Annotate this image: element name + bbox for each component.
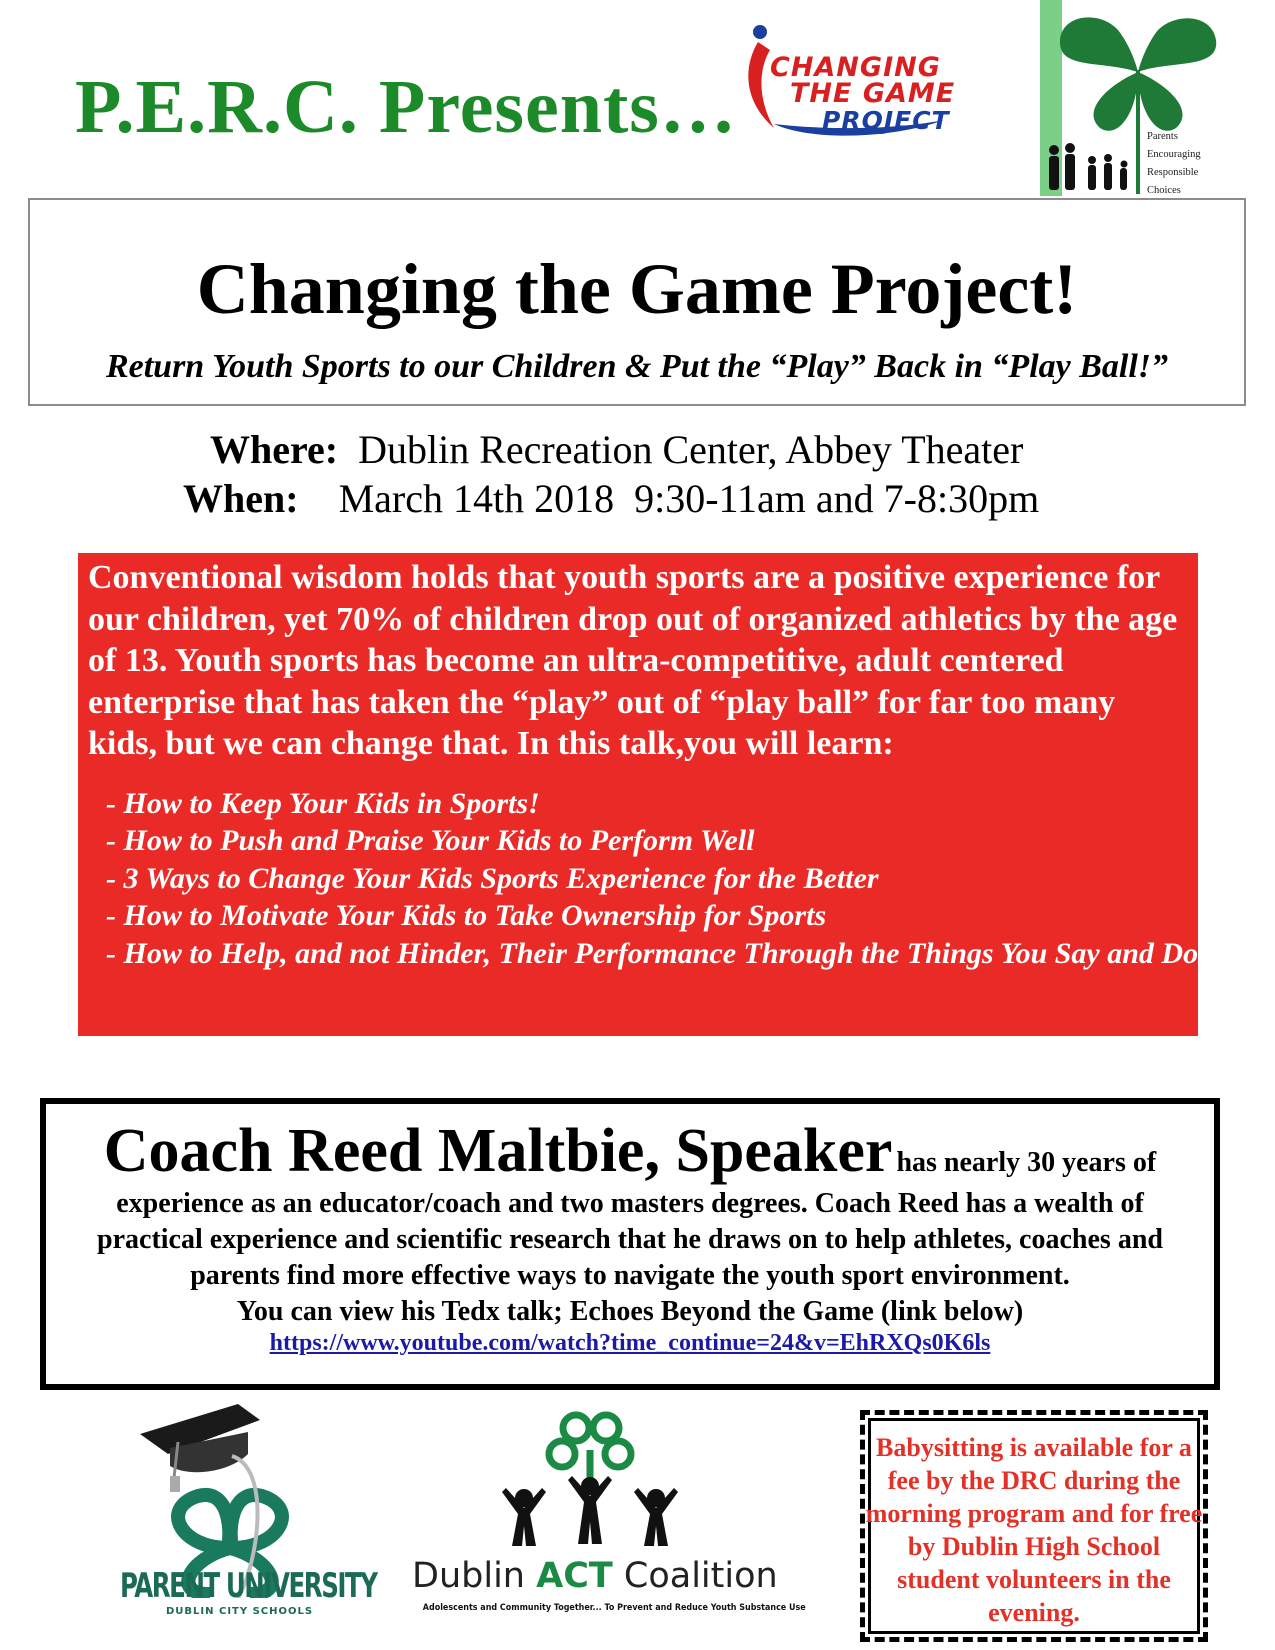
perc-word: Choices: [1147, 185, 1181, 196]
when-value: March 14th 2018 9:30-11am and 7-8:30pm: [338, 476, 1040, 521]
event-subtitle: Return Youth Sports to our Children & Put the “Play” Back in “Play Ball!”: [105, 348, 1169, 385]
parent-university-sub: DUBLIN CITY SCHOOLS: [166, 1606, 314, 1617]
speaker-box: [40, 1098, 1220, 1390]
speaker-lead: has nearly 30 years of: [896, 1147, 1157, 1178]
presents-heading: P.E.R.C. Presents…: [75, 65, 737, 149]
ctg-logo-line3: PROJECT: [822, 106, 950, 135]
perc-logo-words: [1147, 128, 1201, 200]
list-item: - How to Keep Your Kids in Sports!: [106, 786, 540, 820]
dublin-act-coalition-logo: [412, 1410, 806, 1640]
where-value: Dublin Recreation Center, Abbey Theater: [358, 427, 1024, 472]
tedx-video-link[interactable]: https://www.youtube.com/watch?time_continue=24&v=EhRXQs0K6ls: [269, 1330, 991, 1356]
shamrock-family-icon: [1040, 0, 1240, 196]
description-box: [78, 553, 1198, 1036]
perc-word: Responsible: [1147, 167, 1199, 178]
act-suffix: Coalition: [612, 1556, 778, 1596]
ctg-logo-line1: CHANGING: [770, 52, 941, 83]
shamrock-people-icon: [412, 1410, 772, 1550]
perc-word: Parents: [1147, 131, 1178, 142]
when-label: When:: [183, 476, 299, 521]
babysitting-text: Babysitting is available for a fee by the DRC during the morning program and for free by Dublin High School student volunteers in the evening.: [865, 1433, 1203, 1627]
speaker-heading-line: [46, 1116, 1214, 1187]
event-title: Changing the Game Project!: [196, 249, 1078, 329]
speaker-name: Coach Reed Maltbie, Speaker: [103, 1117, 893, 1185]
speaker-bio-line: experience as an educator/coach and two masters degrees. Coach Reed has a wealth of: [116, 1188, 1144, 1219]
act-tagline: Adolescents and Community Together... To Prevent and Reduce Youth Substance Use: [422, 1603, 806, 1613]
title-box: [28, 198, 1246, 406]
list-item: - 3 Ways to Change Your Kids Sports Experience for the Better: [106, 861, 879, 895]
perc-logo: [1040, 0, 1240, 196]
where-label: Where:: [210, 427, 339, 472]
list-item: - How to Push and Praise Your Kids to Perform Well: [106, 824, 755, 857]
list-item: - How to Motivate Your Kids to Take Ownership for Sports: [106, 899, 827, 932]
speaker-bio-line: You can view his Tedx talk; Echoes Beyond the Game (link below): [236, 1296, 1024, 1327]
act-coalition-name: [412, 1556, 778, 1596]
speaker-bio-line: parents find more effective ways to navigate the youth sport environment.: [190, 1260, 1070, 1291]
when-line: [183, 475, 1039, 522]
where-line: [210, 426, 1023, 473]
parent-university-name: PARENT UNIVERSITY: [120, 1566, 377, 1606]
speaker-bio: [46, 1186, 1214, 1330]
list-item: - How to Help, and not Hinder, Their Performance Through the Things You Say and Do: [106, 936, 1199, 970]
parent-university-logo: [120, 1398, 377, 1628]
act-prefix: Dublin: [412, 1556, 537, 1596]
ctg-logo-line2: THE GAME: [790, 78, 956, 109]
learn-list: [106, 785, 1199, 973]
babysitting-notice: [860, 1410, 1208, 1642]
changing-the-game-logo: [744, 20, 994, 140]
act-word: ACT: [536, 1556, 613, 1596]
description-paragraph: Conventional wisdom holds that youth sports are a positive experience for our children, yet 70% of children drop out of organized athletics by the age of 13. Youth sports has become an ultra-competitive, adult centered enterprise that has taken the “play” out of “play ball” for far too many kids, but we can change that. In this talk,you will learn:: [88, 559, 1178, 762]
speaker-bio-line: practical experience and scientific research that he draws on to help athletes, coaches and: [97, 1224, 1163, 1255]
perc-word: Encouraging: [1147, 149, 1201, 160]
